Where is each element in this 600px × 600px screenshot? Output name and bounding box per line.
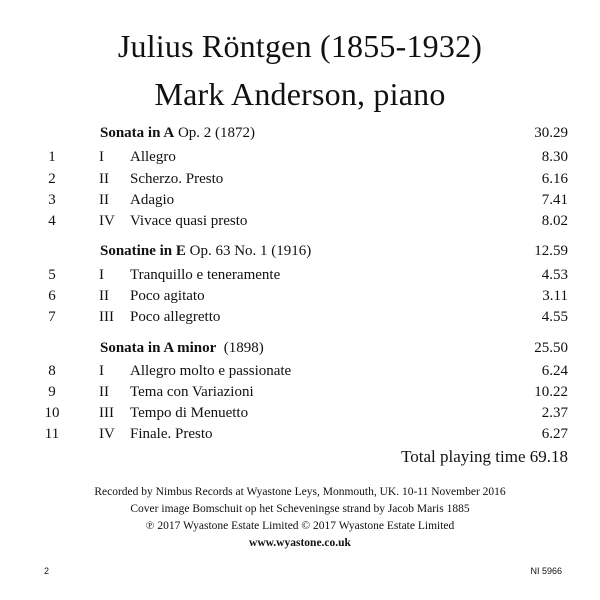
movement-number: IV bbox=[99, 426, 115, 442]
track-row bbox=[0, 285, 600, 307]
track-number: 9 bbox=[48, 384, 56, 400]
track-row bbox=[0, 402, 600, 424]
work-year: (1872) bbox=[211, 125, 256, 141]
track-row bbox=[0, 168, 600, 190]
track-number: 4 bbox=[48, 213, 56, 229]
track-title: Vivace quasi presto bbox=[130, 213, 248, 229]
track-row bbox=[0, 381, 600, 403]
track-title: Adagio bbox=[130, 192, 175, 208]
track-row bbox=[0, 210, 600, 232]
track-number: 7 bbox=[48, 309, 56, 325]
copyright-line: ℗ 2017 Wyastone Estate Limited © 2017 Wyastone Estate Limited bbox=[145, 520, 455, 532]
work-heading bbox=[100, 241, 311, 261]
track-number: 8 bbox=[48, 363, 56, 379]
track-duration: 7.41 bbox=[541, 192, 568, 208]
movement-number: II bbox=[99, 288, 109, 304]
track-row bbox=[0, 306, 600, 328]
cover-image-credit: Cover image Bomschuit op het Scheveningse strand by Jacob Maris 1885 bbox=[130, 503, 470, 515]
track-row bbox=[0, 423, 600, 445]
track-number: 10 bbox=[44, 405, 60, 421]
track-duration: 3.11 bbox=[542, 288, 568, 304]
work-duration: 30.29 bbox=[534, 125, 568, 141]
movement-number: II bbox=[99, 192, 109, 208]
track-number: 5 bbox=[48, 267, 56, 283]
work-opus: Op. 2 bbox=[174, 125, 212, 141]
work-title: Sonata in A bbox=[100, 125, 175, 141]
track-title: Poco agitato bbox=[130, 288, 205, 304]
track-title: Finale. Presto bbox=[130, 426, 213, 442]
track-duration: 2.37 bbox=[541, 405, 568, 421]
track-row bbox=[0, 360, 600, 382]
track-duration: 6.24 bbox=[541, 363, 568, 379]
track-row bbox=[0, 264, 600, 286]
movement-number: IV bbox=[99, 213, 115, 229]
movement-number: I bbox=[99, 149, 104, 165]
work-duration: 25.50 bbox=[534, 340, 568, 356]
track-duration: 6.27 bbox=[541, 426, 568, 442]
movement-number: I bbox=[99, 267, 104, 283]
track-duration: 4.53 bbox=[541, 267, 568, 283]
page-number: 2 bbox=[44, 566, 50, 576]
movement-number: III bbox=[99, 405, 114, 421]
track-number: 1 bbox=[48, 149, 56, 165]
work-heading bbox=[100, 123, 255, 143]
track-duration: 8.02 bbox=[541, 213, 568, 229]
total-playing-time: Total playing time 69.18 bbox=[401, 447, 568, 466]
work-duration: 12.59 bbox=[534, 243, 568, 259]
track-duration: 10.22 bbox=[534, 384, 568, 400]
track-title: Tranquillo e teneramente bbox=[130, 267, 281, 283]
track-title: Scherzo. Presto bbox=[130, 171, 224, 187]
movement-number: II bbox=[99, 384, 109, 400]
movement-number: I bbox=[99, 363, 104, 379]
website-link[interactable]: www.wyastone.co.uk bbox=[249, 537, 351, 549]
track-number: 11 bbox=[44, 426, 60, 442]
work-opus: Op. 63 No. 1 bbox=[185, 243, 268, 259]
track-title: Allegro bbox=[130, 149, 176, 165]
track-title: Poco allegretto bbox=[130, 309, 221, 325]
track-duration: 8.30 bbox=[541, 149, 568, 165]
performer-heading: Mark Anderson, piano bbox=[154, 76, 446, 112]
catalog-number: NI 5966 bbox=[530, 566, 562, 576]
recording-credit: Recorded by Nimbus Records at Wyastone Leys, Monmouth, UK. 10-11 November 2016 bbox=[94, 486, 506, 498]
track-title: Tema con Variazioni bbox=[130, 384, 254, 400]
track-title: Allegro molto e passionate bbox=[130, 363, 292, 379]
work-year: (1916) bbox=[267, 243, 312, 259]
work-title: Sonatine in E bbox=[100, 243, 186, 259]
track-duration: 4.55 bbox=[541, 309, 568, 325]
work-year: (1898) bbox=[216, 340, 264, 356]
movement-number: III bbox=[99, 309, 114, 325]
track-row bbox=[0, 189, 600, 211]
work-heading bbox=[100, 338, 264, 358]
track-row bbox=[0, 146, 600, 168]
movement-number: II bbox=[99, 171, 109, 187]
track-number: 3 bbox=[48, 192, 56, 208]
work-title: Sonata in A minor bbox=[100, 340, 217, 356]
track-number: 6 bbox=[48, 288, 56, 304]
track-duration: 6.16 bbox=[541, 171, 568, 187]
composer-heading: Julius Röntgen (1855-1932) bbox=[117, 28, 483, 64]
track-number: 2 bbox=[48, 171, 56, 187]
track-title: Tempo di Menuetto bbox=[130, 405, 249, 421]
